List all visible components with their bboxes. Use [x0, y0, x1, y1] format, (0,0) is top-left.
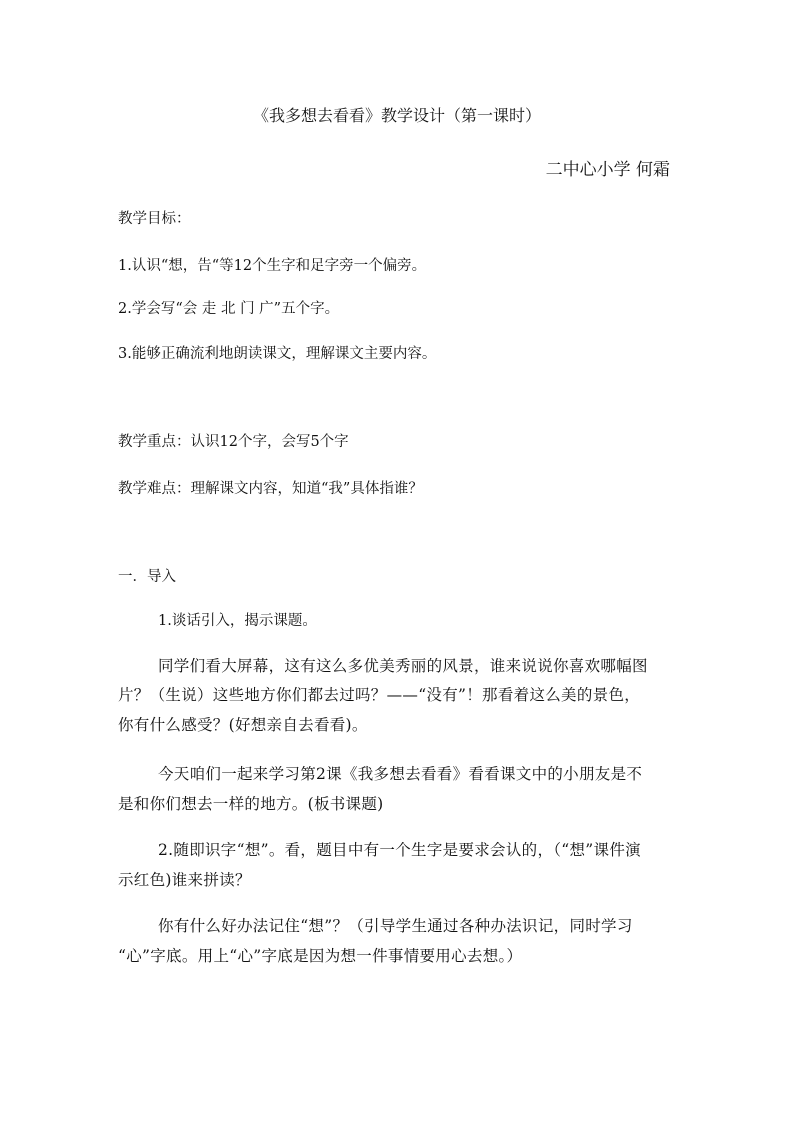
section-heading: 一．导入 [118, 569, 176, 585]
paragraph-line: 今天咱们一起来学习第2课《我多想去看看》看看课文中的小朋友是不 [158, 765, 643, 783]
paragraph-line: 是和你们想去一样的地方。(板书课题) [118, 795, 384, 813]
paragraph-line: 同学们看大屏幕，这有这么多优美秀丽的风景，谁来说说你喜欢哪幅图 [158, 657, 648, 675]
paragraph-line: 2.随即识字“想”。看，题目中有一个生字是要求会认的，（“想”课件演 [158, 841, 641, 859]
paragraph-line: 片？（生说）这些地方你们都去过吗？——“没有”！那看着这么美的景色， [118, 686, 641, 704]
objective-item: 1.认识“想，告“等12个生字和足字旁一个偏旁。 [118, 258, 427, 274]
author-line: 二中心小学 何霜 [545, 160, 670, 180]
key-point: 教学重点：认识12个字，会写5个字 [118, 434, 349, 450]
difficulty: 教学难点：理解课文内容，知道“我”具体指谁？ [118, 481, 423, 497]
step1-heading: 1.谈话引入，揭示课题。 [158, 613, 317, 629]
document-title: 《我多想去看看》教学设计（第一课时） [252, 106, 541, 125]
paragraph-line: 你有什么感受？(好想亲自去看看)。 [118, 716, 368, 734]
paragraph-line: 你有什么好办法记住“想”？（引导学生通过各种办法识记，同时学习 [158, 917, 633, 935]
objectives-heading: 教学目标： [118, 211, 191, 227]
paragraph-line: 示红色)谁来拼读？ [118, 871, 251, 889]
paragraph-line: “心”字底。用上“心”字底是因为想一件事情要用心去想。） [118, 947, 523, 965]
objective-item: 2.学会写“会 走 北 门 广”五个字。 [118, 301, 340, 317]
objective-item: 3.能够正确流利地朗读课文，理解课文主要内容。 [118, 346, 437, 362]
